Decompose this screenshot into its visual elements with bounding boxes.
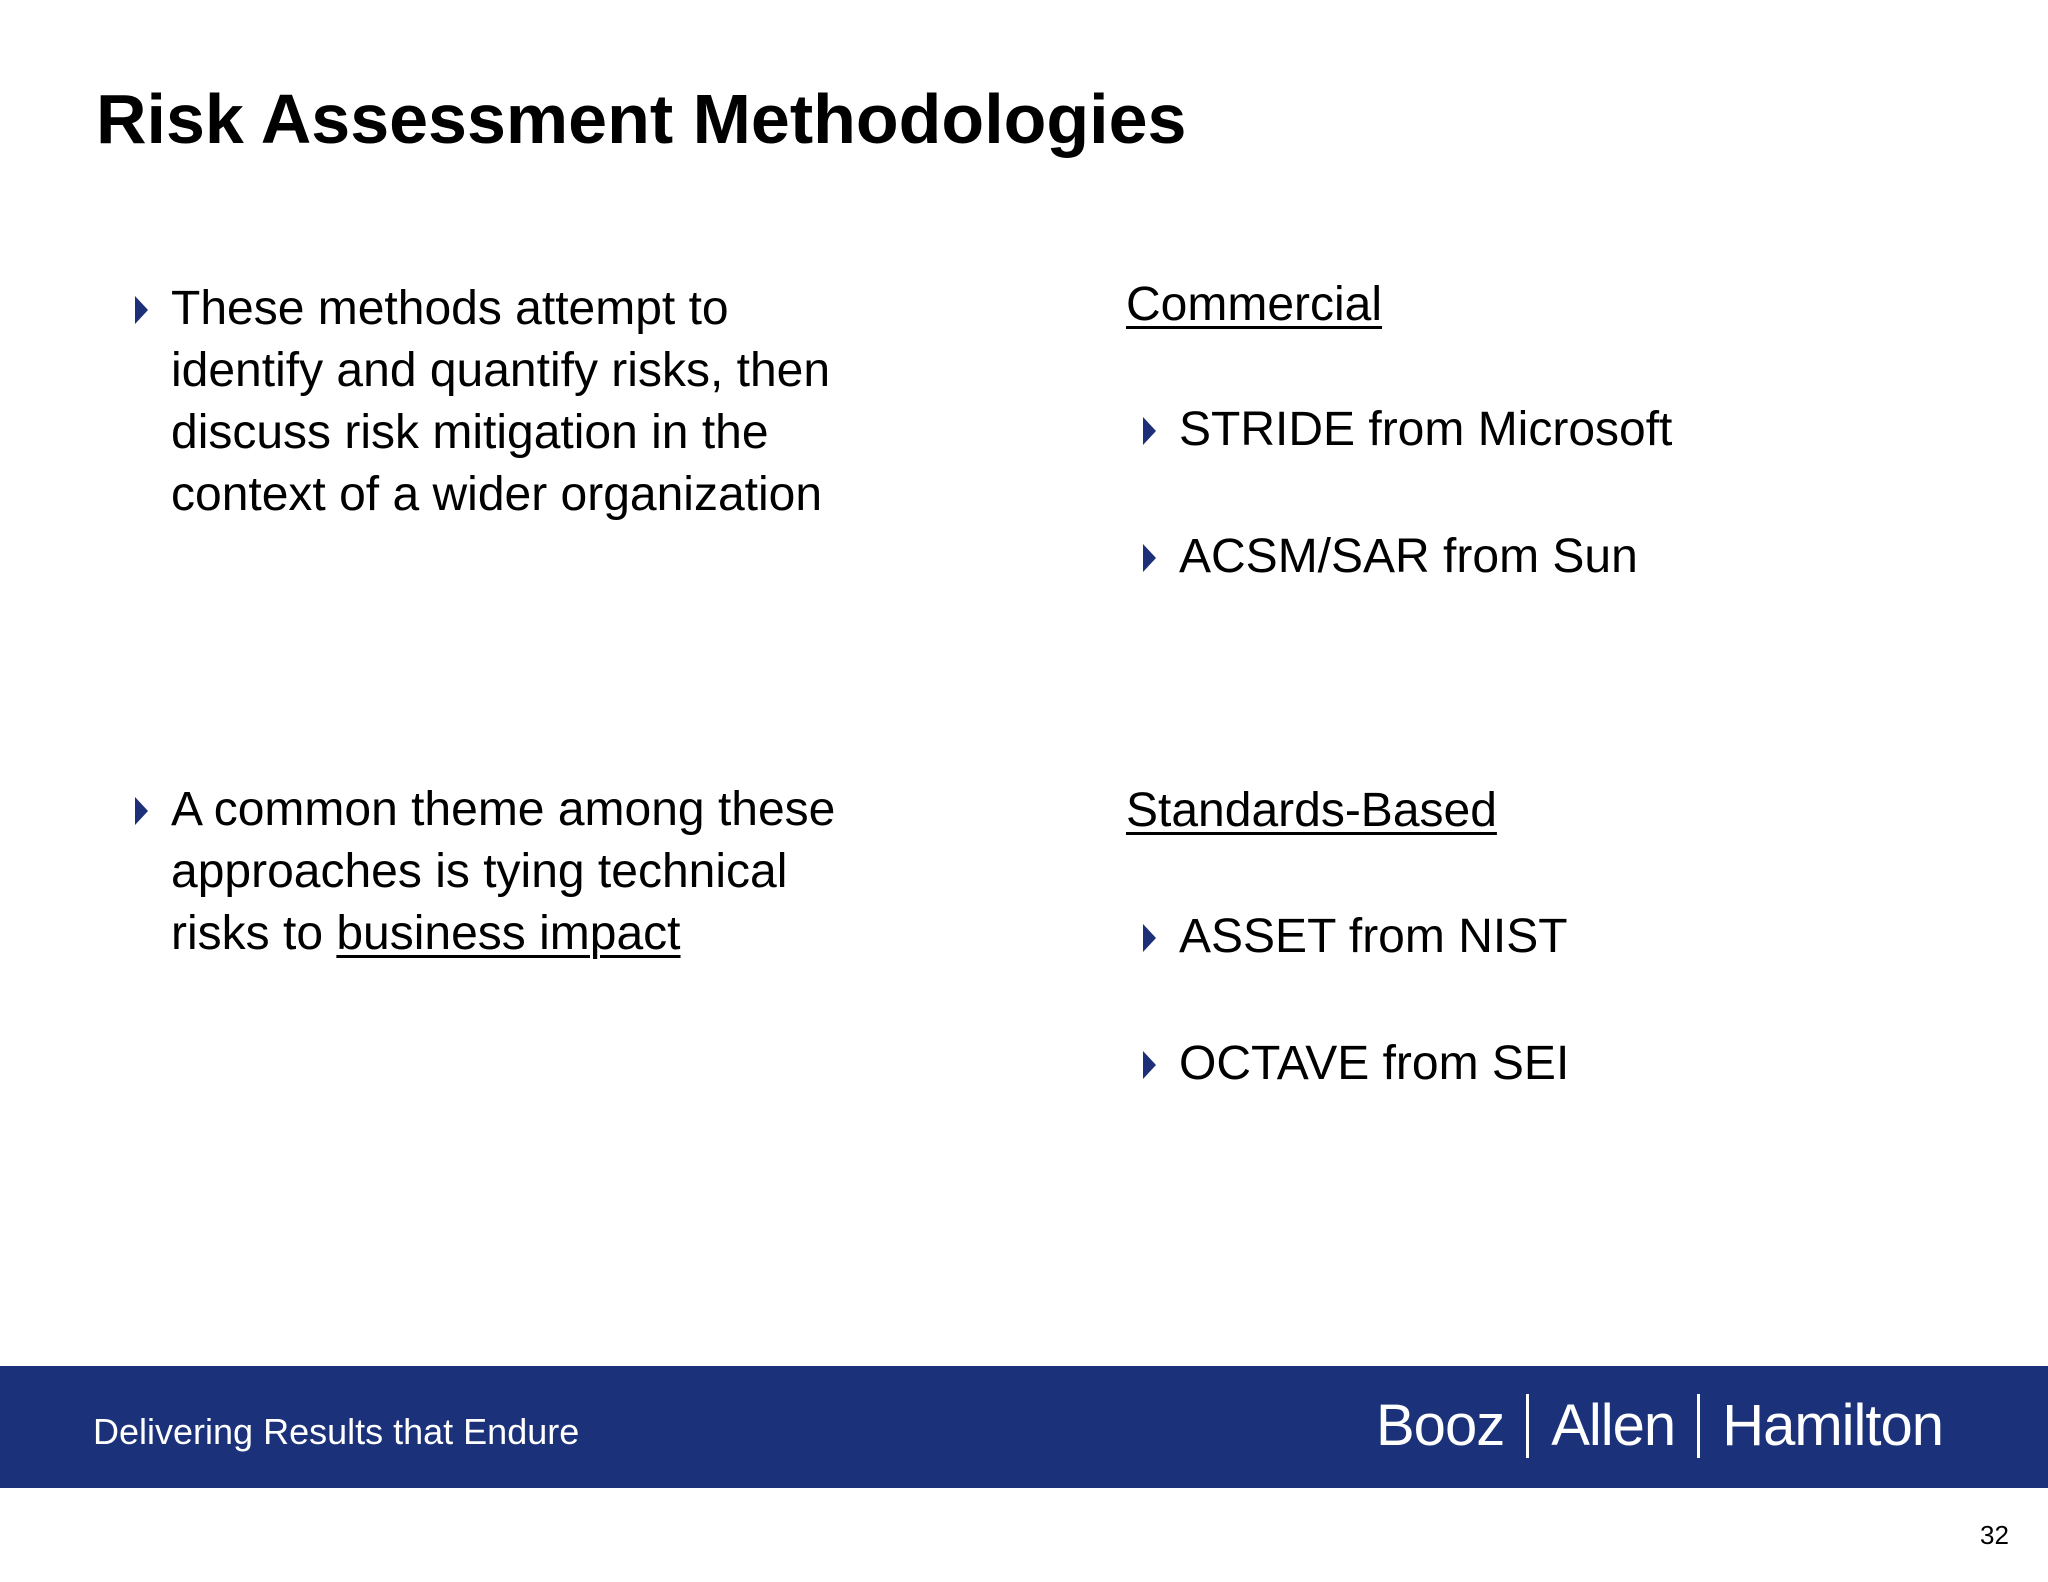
logo-word-booz: Booz xyxy=(1376,1393,1505,1458)
list-item xyxy=(1143,1033,1569,1095)
bullet-arrow-icon xyxy=(1143,924,1156,952)
list-item xyxy=(1143,526,1638,588)
list-item xyxy=(1143,906,1568,968)
list-item-text: ACSM/SAR from Sun xyxy=(1179,530,1638,583)
bullet-item xyxy=(135,278,855,526)
bullet-text: A common theme among these approaches is tying technical risks to xyxy=(171,783,836,960)
logo-word-hamilton: Hamilton xyxy=(1722,1393,1944,1458)
logo-divider xyxy=(1526,1394,1529,1458)
bullet-arrow-icon xyxy=(1143,417,1156,445)
left-bullet-block-2 xyxy=(135,779,855,965)
bullet-text: These methods attempt to identify and quantify risks, then discuss risk mitigation in the context of a wider organization xyxy=(171,282,831,521)
list-item xyxy=(1143,399,1672,461)
bullet-item xyxy=(135,779,855,965)
standards-based-heading: Standards-Based xyxy=(1126,784,1497,837)
bullet-text-underlined: business impact xyxy=(336,907,681,960)
slide-title: Risk Assessment Methodologies xyxy=(96,80,1187,158)
list-item-text: ASSET from NIST xyxy=(1179,910,1568,963)
commercial-heading: Commercial xyxy=(1126,278,1383,331)
logo-divider xyxy=(1697,1394,1700,1458)
footer-tagline: Delivering Results that Endure xyxy=(93,1411,580,1452)
logo-word-allen: Allen xyxy=(1551,1393,1676,1458)
bullet-arrow-icon xyxy=(135,296,148,324)
bullet-arrow-icon xyxy=(1143,1051,1156,1079)
company-logo xyxy=(1376,1390,1943,1462)
bullet-arrow-icon xyxy=(1143,544,1156,572)
list-item-text: OCTAVE from SEI xyxy=(1179,1037,1570,1090)
list-item-text: STRIDE from Microsoft xyxy=(1179,403,1673,456)
page-number: 32 xyxy=(1980,1520,2009,1550)
bullet-arrow-icon xyxy=(135,797,148,825)
left-bullet-block-1 xyxy=(135,278,855,526)
